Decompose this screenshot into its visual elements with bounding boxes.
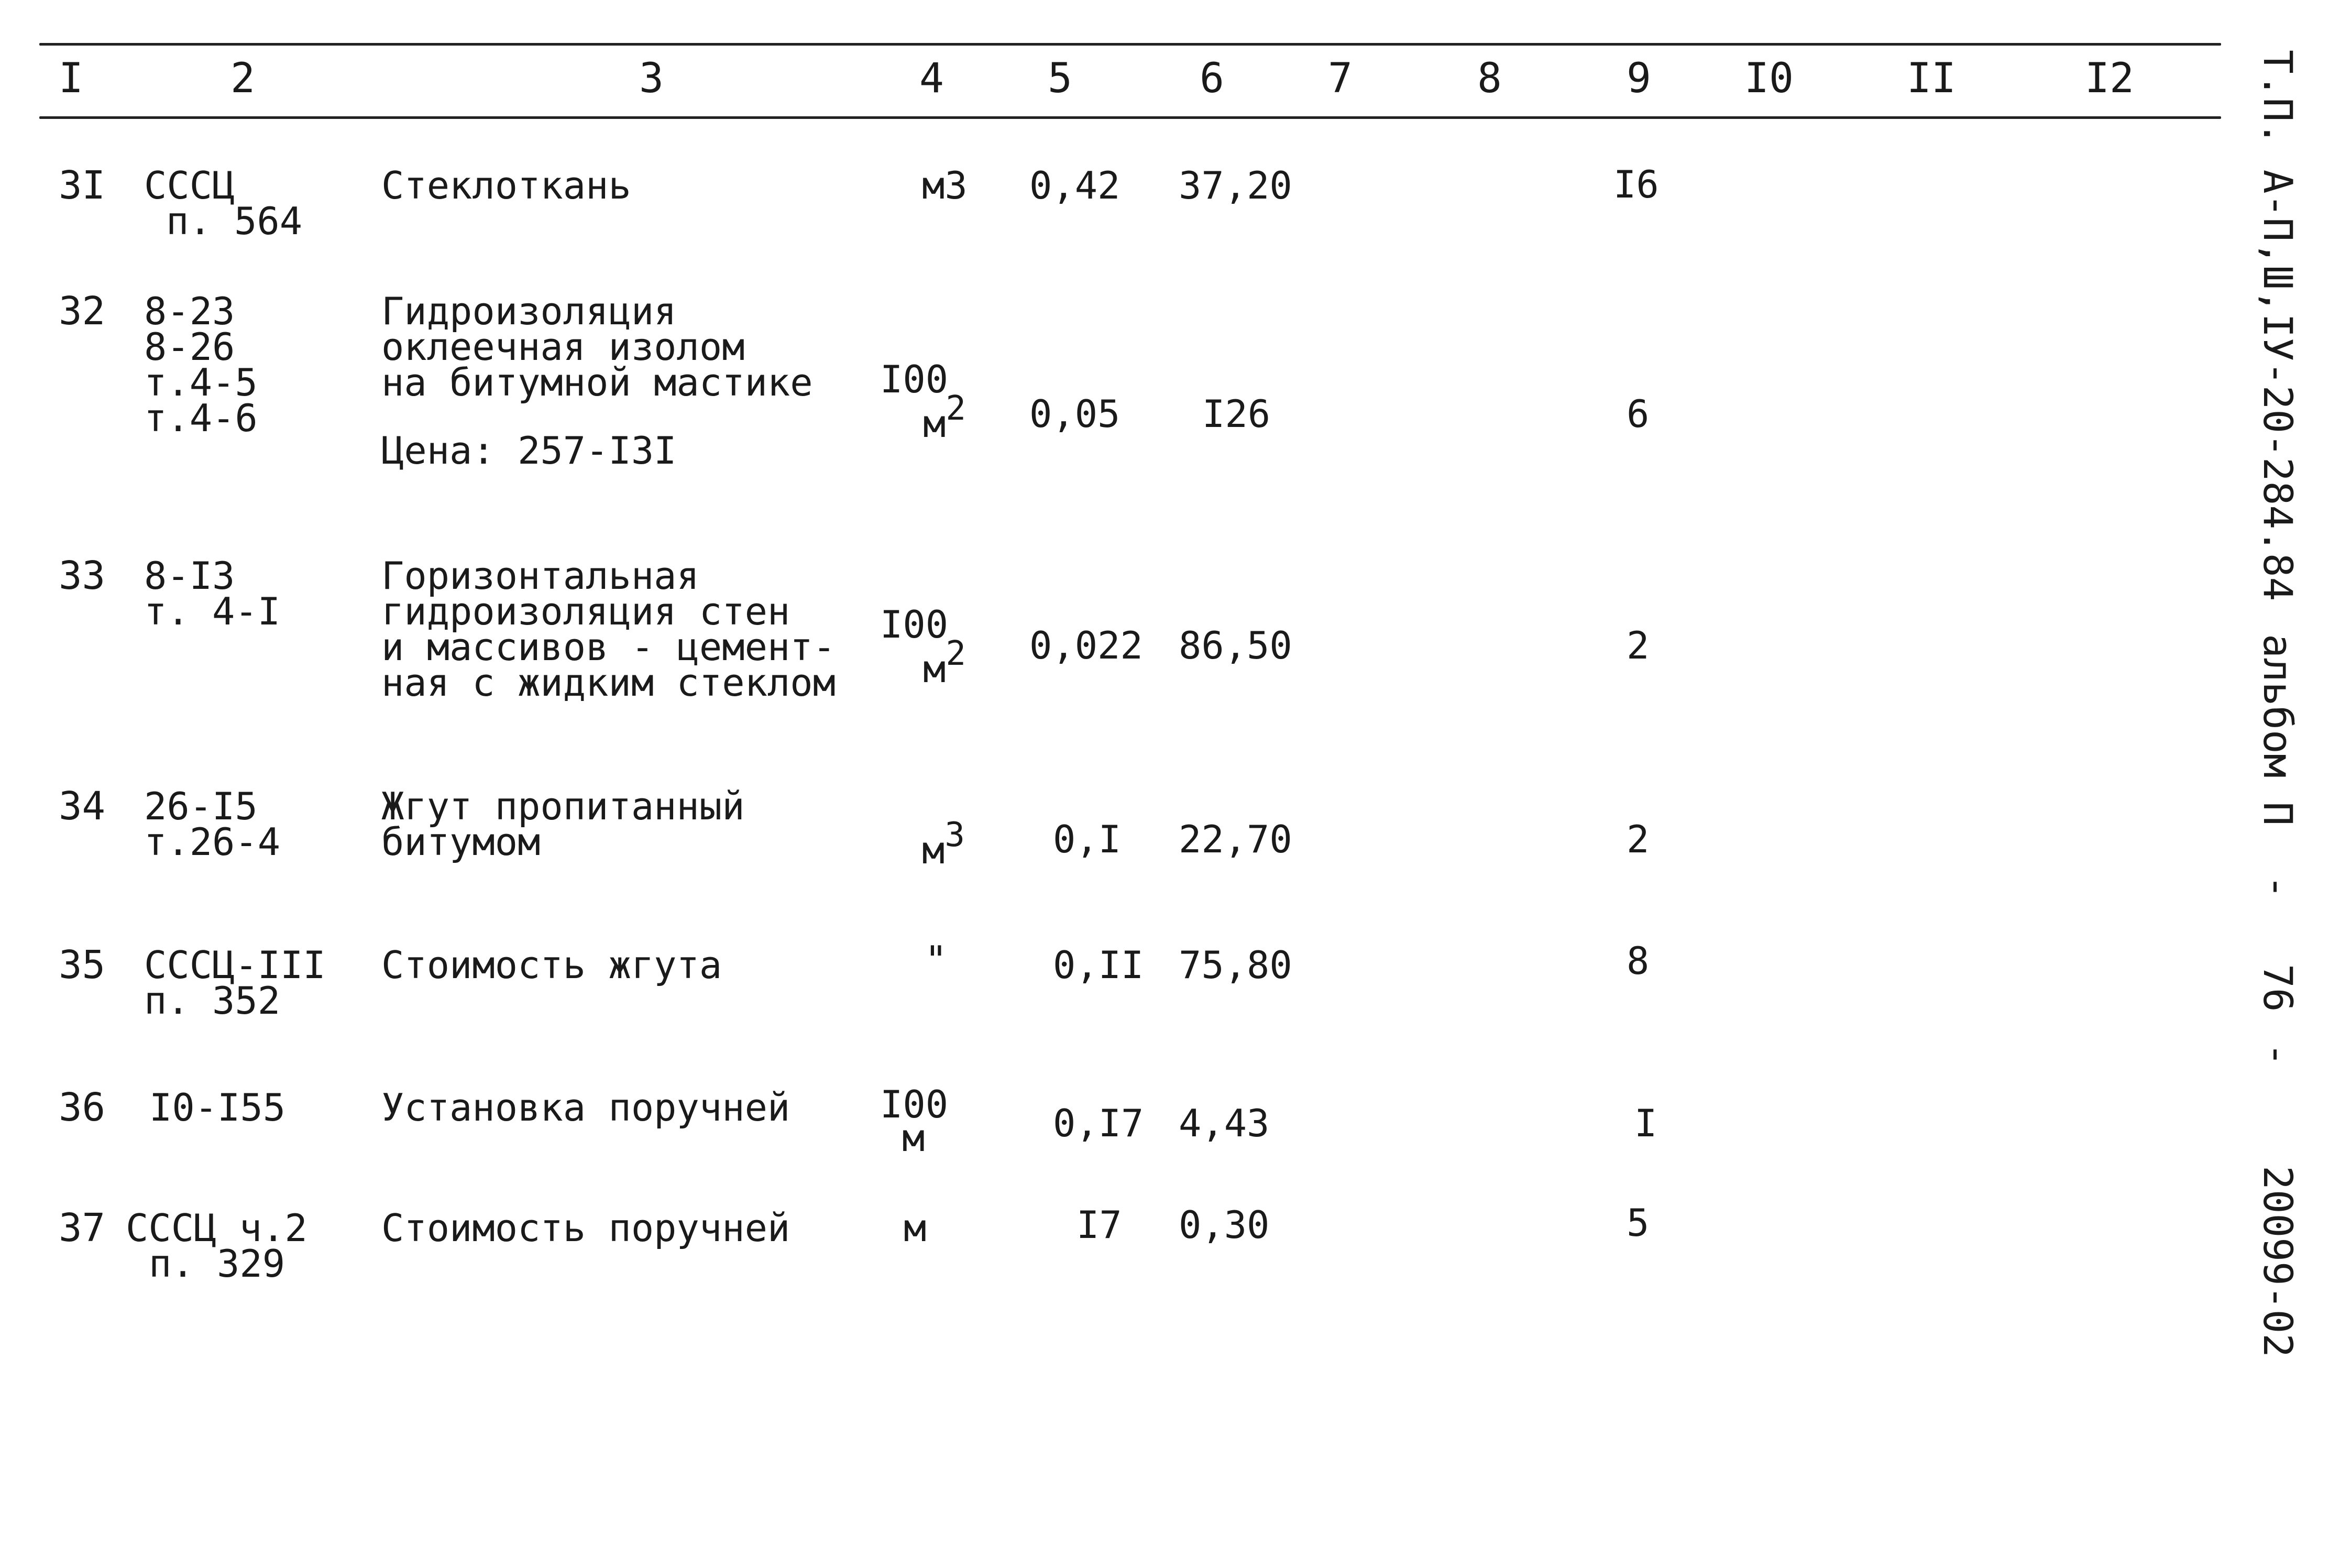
rate-code-line: т. 4-I bbox=[144, 589, 281, 633]
unit-sub-letter: м bbox=[923, 402, 946, 446]
rate-code-line: СССЦ-III bbox=[144, 943, 326, 987]
rate-code bbox=[144, 163, 303, 243]
rate-code-line: т.26-4 bbox=[144, 820, 281, 864]
rate-code-line: СССЦ bbox=[144, 163, 235, 207]
unit-price: 22,70 bbox=[1179, 817, 1292, 861]
rate-code bbox=[144, 784, 281, 864]
side-dash: - bbox=[2255, 875, 2301, 899]
quantity: 0,022 bbox=[1029, 623, 1143, 667]
col-header-12: I2 bbox=[2085, 55, 2134, 102]
unit-superscript: 2 bbox=[946, 389, 966, 428]
side-doc-code: Т.П. А-П,Ш,IУ-20-284.84 bbox=[2255, 50, 2301, 601]
work-description bbox=[381, 554, 836, 705]
side-page-number: 76 bbox=[2255, 964, 2301, 1012]
description-line: и массивов - цемент- bbox=[381, 625, 836, 669]
rate-code-line: I0-I55 bbox=[149, 1085, 286, 1130]
header-top-rule bbox=[39, 43, 2221, 46]
quantity: 0,II bbox=[1053, 943, 1144, 987]
col-header-1: I bbox=[59, 55, 83, 102]
unit-sub bbox=[880, 634, 966, 691]
unit-main: I00 bbox=[880, 357, 949, 401]
col-header-6: 6 bbox=[1200, 55, 1224, 102]
rate-code bbox=[126, 1206, 307, 1286]
unit-main: м bbox=[922, 828, 945, 872]
side-album: альбом П bbox=[2255, 634, 2301, 826]
row-number: 37 bbox=[59, 1205, 106, 1251]
column-9-value: 2 bbox=[1627, 623, 1650, 667]
row-number: 36 bbox=[59, 1085, 106, 1130]
rate-code-line: т.4-6 bbox=[144, 396, 258, 440]
col-header-8: 8 bbox=[1477, 55, 1502, 102]
col-header-9: 9 bbox=[1627, 55, 1651, 102]
unit-price: 0,30 bbox=[1179, 1203, 1270, 1247]
unit-of-measure bbox=[880, 1082, 949, 1160]
rate-code bbox=[144, 554, 281, 633]
unit-sub-letter: м bbox=[923, 647, 946, 691]
row-number: 34 bbox=[59, 784, 106, 829]
col-header-3: 3 bbox=[639, 55, 664, 102]
unit-main: I00 bbox=[880, 1082, 949, 1126]
row-number: 33 bbox=[59, 553, 106, 598]
row-number: 32 bbox=[59, 289, 106, 334]
quantity: 0,I7 bbox=[1053, 1101, 1144, 1145]
description-line: Жгут пропитанный bbox=[381, 784, 745, 828]
work-description bbox=[381, 943, 722, 987]
unit-price: 4,43 bbox=[1179, 1101, 1270, 1145]
col-header-2: 2 bbox=[230, 55, 255, 102]
description-line: Установка поручней bbox=[381, 1085, 790, 1130]
rate-code bbox=[144, 943, 326, 1023]
side-dash: - bbox=[2255, 1043, 2301, 1067]
col-header-11: II bbox=[1907, 55, 1956, 102]
description-line: на битумной мастике bbox=[381, 360, 813, 404]
rate-code bbox=[144, 289, 258, 440]
work-description bbox=[381, 784, 745, 864]
unit-of-measure bbox=[925, 938, 948, 982]
column-9-value: 6 bbox=[1627, 392, 1650, 436]
unit-superscript: 3 bbox=[944, 816, 965, 854]
description-line: Стеклоткань bbox=[381, 163, 631, 207]
unit-superscript: 2 bbox=[946, 634, 966, 673]
side-sheet-number: 20099-02 bbox=[2255, 1166, 2301, 1358]
work-description bbox=[381, 163, 631, 207]
column-9-value: I bbox=[1634, 1101, 1657, 1145]
unit-of-measure bbox=[922, 816, 965, 872]
unit-price: 75,80 bbox=[1179, 943, 1292, 987]
col-header-7: 7 bbox=[1328, 55, 1353, 102]
unit-main: м bbox=[904, 1206, 927, 1250]
unit-of-measure bbox=[880, 357, 966, 446]
unit-of-measure bbox=[880, 602, 966, 691]
rate-code-line: п. 352 bbox=[144, 979, 281, 1023]
description-line: гидроизоляция стен bbox=[381, 589, 790, 633]
rate-code-line: 26-I5 bbox=[144, 784, 258, 828]
rate-code-line: 8-26 bbox=[144, 325, 235, 369]
unit-of-measure bbox=[922, 163, 968, 207]
work-description bbox=[381, 1206, 790, 1250]
description-line: Стоимость жгута bbox=[381, 943, 722, 987]
unit-main: " bbox=[925, 938, 948, 982]
col-header-5: 5 bbox=[1048, 55, 1072, 102]
rate-code-line: п. 564 bbox=[166, 199, 303, 243]
rate-code-line: СССЦ ч.2 bbox=[126, 1206, 307, 1250]
col-header-4: 4 bbox=[919, 55, 944, 102]
rate-code-line: п. 329 bbox=[149, 1242, 285, 1286]
column-9-value: 5 bbox=[1627, 1201, 1650, 1245]
rate-code-line: 8-I3 bbox=[144, 554, 235, 598]
header-bottom-rule bbox=[39, 116, 2221, 119]
row-number: 35 bbox=[59, 942, 106, 988]
description-line: Горизонтальная bbox=[381, 554, 699, 598]
column-9-value: I6 bbox=[1613, 162, 1659, 206]
unit-price: 86,50 bbox=[1179, 623, 1292, 667]
description-line: Стоимость поручней bbox=[381, 1206, 790, 1250]
col-header-10: I0 bbox=[1744, 55, 1794, 102]
work-description bbox=[381, 1085, 790, 1130]
description-line: ная с жидким стеклом bbox=[381, 661, 836, 705]
column-9-value: 8 bbox=[1627, 939, 1650, 983]
unit-sub: м bbox=[902, 1116, 925, 1160]
rate-code-line: т.4-5 bbox=[144, 360, 258, 404]
unit-of-measure bbox=[904, 1206, 927, 1250]
rate-code bbox=[149, 1085, 286, 1130]
description-line: битумом bbox=[381, 820, 541, 864]
description-line: оклеечная изолом bbox=[381, 325, 745, 369]
row-number: 3I bbox=[59, 163, 106, 208]
quantity: 0,I bbox=[1053, 817, 1122, 861]
unit-main: I00 bbox=[880, 602, 949, 646]
quantity: 0,42 bbox=[1029, 163, 1120, 207]
column-9-value: 2 bbox=[1627, 817, 1650, 861]
unit-price: I26 bbox=[1202, 392, 1271, 436]
unit-sub bbox=[880, 389, 966, 446]
description-line: Гидроизоляция bbox=[381, 289, 677, 333]
unit-main: м3 bbox=[922, 163, 968, 207]
quantity: 0,05 bbox=[1029, 392, 1120, 436]
unit-price: 37,20 bbox=[1179, 163, 1292, 207]
rate-code-line: 8-23 bbox=[144, 289, 235, 333]
quantity: I7 bbox=[1076, 1203, 1122, 1247]
work-description bbox=[381, 289, 813, 404]
price-note: Цена: 257-I3I bbox=[381, 429, 677, 473]
